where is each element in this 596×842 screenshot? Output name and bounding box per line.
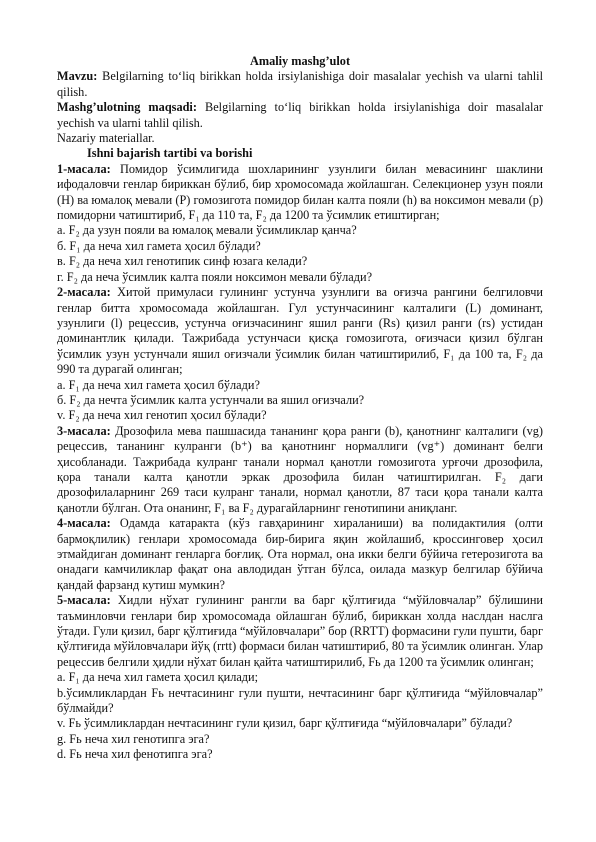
problem-1-question-a: а. F₂ да узун пояли ва юмалоқ мевали ўсимликлар қанча? xyxy=(57,223,357,238)
problem-1-text: Помидор ўсимлигида шохларининг узунлиги билан мевасининг шаклини ифодаловчи генлар бириккан бўлиб, бир хромосомада жойлашган. Селекционер узун пояли (Н) ва юмалоқ мевали (Р) гомозигота помидор билан калта пояли (h) ва ноксимон мевали (p) помидорни чатиштириб, F₁ да 110 та, F₂ да 1200 та ўсимлик етиштирган; xyxy=(57,161,543,223)
problem-3-label: 3-масала: xyxy=(57,423,111,438)
topic-paragraph xyxy=(57,69,543,100)
goal-label: Mashg’ulotning maqsadi: xyxy=(57,100,197,115)
problem-5-label: 5-масала: xyxy=(57,593,111,608)
problem-4 xyxy=(57,516,543,593)
document-body xyxy=(57,54,543,763)
topic-text: Belgilarning to‘liq birikkan holda irsiylanishiga doir masalalar yechish va ularni tahlil qilish. xyxy=(57,69,543,99)
problem-2-question-a: а. F₁ да неча хил гамета ҳосил бўлади? xyxy=(57,377,260,392)
problem-5-question-b: b.ўсимликлардан Fь нечтасининг гули пушти, нечтасининг барг қўлтиғида “мўйловчалар” бўлмайди? xyxy=(57,685,543,716)
problem-5-question-v: v. Fь ўсимликлардан нечтасининг гули қизил, барг қўлтиғида “мўйловчалари” бўлади? xyxy=(57,716,513,731)
problem-1-question-b: б. F₁ да неча хил гамета ҳосил бўлади? xyxy=(57,238,261,253)
problem-1-label: 1-масала: xyxy=(57,161,111,176)
theory-heading: Nazariy materiallar. xyxy=(57,131,155,146)
problem-2-question-b: б. F₂ да нечта ўсимлик калта устунчали ва яшил оғизчали? xyxy=(57,392,365,407)
problem-4-text: Одамда катаракта (кўз гавҳарининг хираланиши) ва полидактилия (олти бармоқлилик) генлари хромосомада бир-бирига яқин жойлашиб, кроссинговер ҳосил этмайдиган доминант генларга боғлиқ. Ота нормал, она икки белги бўйича гетерозигота ва онадаги камчиликлар фақат она авлодидан ўтган бўлса, оилада мазкур белгилар бўйича қандай фарзанд кутиш мумкин? xyxy=(57,516,543,592)
problem-5 xyxy=(57,593,543,670)
problem-1-question-v: в. F₂ да неча хил генотипик синф юзага келади? xyxy=(57,254,308,269)
problem-4-label: 4-масала: xyxy=(57,516,111,531)
section-heading: Ishni bajarish tartibi va borishi xyxy=(87,146,253,161)
problem-5-text: Хидли нўхат гулининг рангли ва барг қўлтиғида “мўйловчалар” бўлишини таъминловчи генлари бир хромосомада ойлашган бўлиб, бириккан холда наслдан наслга ўтади. Гули қизил, барг қўлтиғида “мўйловчалари” бор (RRTT) формасини гули пушти, барг қўлтиғида мўйловчалари йўқ (rrtt) формаси билан чатиштириб, 80 та ўсимлик олинган. Улар рецессив белгили ҳидли нўхат билан қайта чатиштирилиб, Fь да 1200 та ўсимлик олинган; xyxy=(57,593,543,669)
problem-5-question-a: а. F₁ да неча хил гамета ҳосил қилади; xyxy=(57,670,259,685)
topic-label: Mavzu: xyxy=(57,69,98,84)
problem-2-text: Хитой примуласи гулининг устунча узунлиги ва оғизча рангини белгиловчи генлар битта хромосомада жойлашган. Гул устунчасининг калталиги (L) доминант, узунлиги (l) рецессив, устунча оғизчасининг яшил ранги (Rs) қизил ранги (rs) устидан доминантлик қилади. Тажрибада устунчаси қисқа гомозигота, оғизчаси қизил бўлган ўсимлик узун устунчали яшил оғизчали ўсимлик билан чатиштирилиб, F₁ да 100 та, F₂ да 990 та дурагай олинган; xyxy=(57,285,543,377)
problem-3-text: Дрозофила мева пашшасида тананинг қора ранги (b), қанотнинг калталиги (vg) рецессив, тананинг кулранги (b⁺) ва қанотнинг нормаллиги (vg⁺) доминант белги ҳисобланади. Тажрибада кулранг танали нормал қанотли гомозигота урғочи дрозофила, қора танали калта қанотли эркак дрозофила билан чатиштирилган. F₂ даги дрозофилаларнинг 269 таси кулранг танали, нормал қанотли, 87 таси қора танали калта қанотли бўлган. Ота онанинг, F₁ ва F₂ дурагайларнинг генотипини аниқланг. xyxy=(57,423,543,515)
goal-paragraph xyxy=(57,100,543,131)
problem-5-question-d: d. Fь неча хил фенотипга эга? xyxy=(57,747,213,762)
goal-text: Belgilarning to‘liq birikkan holda irsiylanishiga doir masalalar yechish va ularni tahlil qilish. xyxy=(57,100,543,130)
problem-2 xyxy=(57,285,543,377)
problem-1 xyxy=(57,162,543,224)
page-title: Amaliy mashg’ulot xyxy=(249,54,351,68)
problem-2-label: 2-масала: xyxy=(57,285,111,300)
problem-2-question-v: v. F₂ да неча хил генотип ҳосил бўлади? xyxy=(57,408,267,423)
problem-5-question-g: g. Fь неча хил генотипга эга? xyxy=(57,731,210,746)
problem-1-question-g: г. F₂ да неча ўсимлик калта пояли ноксимон мевали бўлади? xyxy=(57,269,373,284)
problem-3 xyxy=(57,424,543,516)
